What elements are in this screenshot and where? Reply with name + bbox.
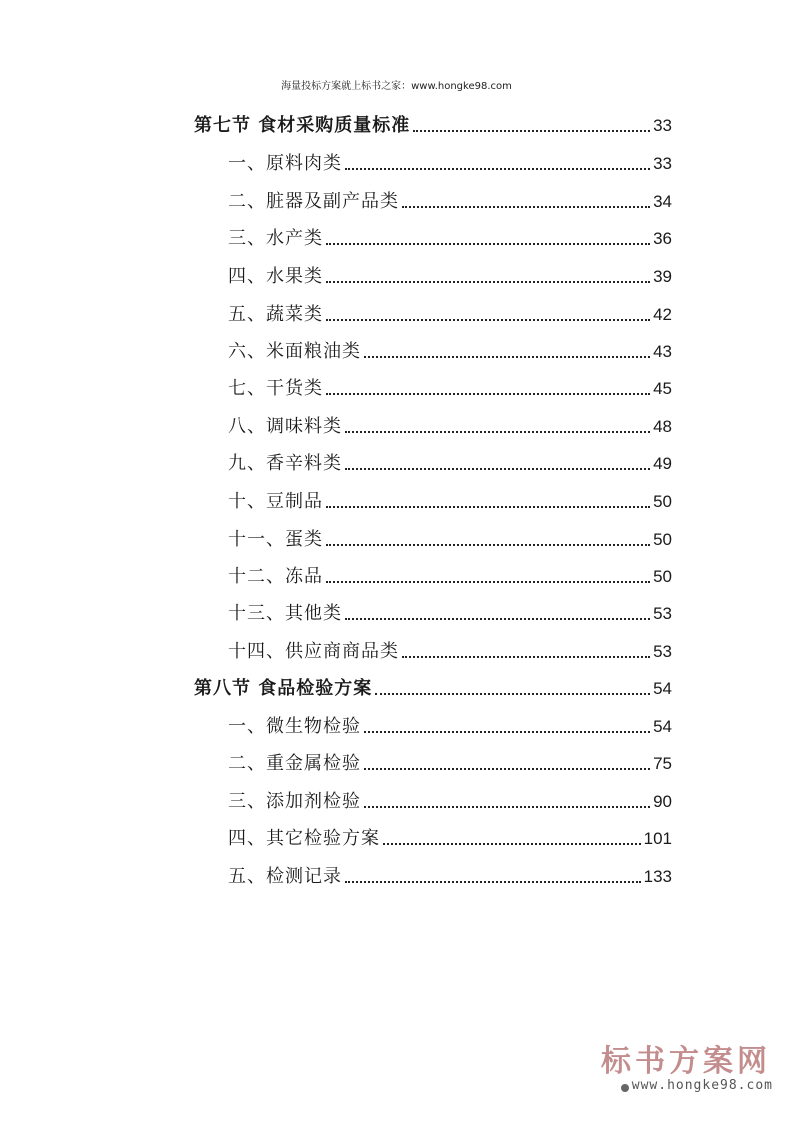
toc-leader-dots bbox=[326, 505, 650, 508]
toc-page-number: 39 bbox=[653, 267, 672, 286]
toc-leader-dots bbox=[364, 355, 650, 358]
toc-entry-label: 二、重金属检验 bbox=[228, 753, 361, 774]
toc-leader-dots bbox=[345, 167, 650, 170]
toc-leader-dots bbox=[375, 692, 650, 695]
toc-entry-label: 三、添加剂检验 bbox=[228, 791, 361, 812]
toc-entry[interactable] bbox=[228, 179, 672, 213]
toc-entry-label: 第八节 食品检验方案 bbox=[194, 678, 373, 699]
toc-leader-dots bbox=[345, 880, 641, 883]
toc-entry[interactable] bbox=[228, 591, 672, 625]
toc-entry[interactable] bbox=[228, 254, 672, 288]
toc-entry[interactable] bbox=[228, 292, 672, 326]
toc-page-number: 53 bbox=[653, 604, 672, 623]
toc-page-number: 45 bbox=[653, 379, 672, 398]
toc-page-number: 43 bbox=[653, 342, 672, 361]
toc-entry-label: 十三、其他类 bbox=[228, 603, 342, 624]
toc-page-number: 50 bbox=[653, 567, 672, 586]
watermark-logo bbox=[601, 1036, 781, 1108]
toc-leader-dots bbox=[326, 392, 650, 395]
toc-entry[interactable] bbox=[228, 366, 672, 400]
toc-leader-dots bbox=[326, 242, 650, 245]
toc-leader-dots bbox=[345, 430, 650, 433]
toc-page-number: 53 bbox=[653, 642, 672, 661]
toc-entry[interactable] bbox=[228, 141, 672, 175]
toc-section-entry[interactable] bbox=[194, 103, 672, 137]
watermark-url: www.hongke98.com bbox=[631, 1078, 773, 1093]
toc-entry-label: 四、其它检验方案 bbox=[228, 828, 380, 849]
toc-leader-dots bbox=[326, 318, 650, 321]
toc-leader-dots bbox=[364, 730, 650, 733]
page-header: 海量投标方案就上标书之家：www.hongke98.com bbox=[281, 81, 512, 92]
toc-entry-label: 九、香辛料类 bbox=[228, 453, 342, 474]
watermark-brand: 标书方案网 bbox=[601, 1044, 771, 1079]
toc-leader-dots bbox=[345, 617, 650, 620]
toc-entry-label: 十一、蛋类 bbox=[228, 529, 323, 550]
toc-page-number: 90 bbox=[653, 792, 672, 811]
toc-page-number: 101 bbox=[643, 829, 672, 848]
toc-leader-dots bbox=[413, 129, 650, 132]
toc-page-number: 42 bbox=[653, 305, 672, 324]
toc-entry-label: 一、微生物检验 bbox=[228, 716, 361, 737]
toc-entry[interactable] bbox=[228, 216, 672, 250]
watermark-dot-icon bbox=[621, 1084, 629, 1092]
toc-entry-label: 八、调味料类 bbox=[228, 416, 342, 437]
toc-leader-dots bbox=[402, 655, 650, 658]
toc-entry[interactable] bbox=[228, 404, 672, 438]
toc-page-number: 33 bbox=[653, 116, 672, 135]
toc-entry[interactable] bbox=[228, 554, 672, 588]
toc-leader-dots bbox=[326, 280, 650, 283]
toc-entry-label: 二、脏器及副产品类 bbox=[228, 191, 399, 212]
toc-entry-label: 一、原料肉类 bbox=[228, 153, 342, 174]
toc-page-number: 36 bbox=[653, 229, 672, 248]
toc-entry[interactable] bbox=[228, 816, 672, 850]
toc-entry[interactable] bbox=[228, 517, 672, 551]
toc-leader-dots bbox=[364, 767, 650, 770]
toc-entry[interactable] bbox=[228, 779, 672, 813]
toc-page-number: 54 bbox=[653, 679, 672, 698]
toc-entry-label: 四、水果类 bbox=[228, 266, 323, 287]
toc-leader-dots bbox=[364, 805, 650, 808]
toc-entry-label: 三、水产类 bbox=[228, 228, 323, 249]
toc-entry-label: 五、检测记录 bbox=[228, 866, 342, 887]
toc-page-number: 50 bbox=[653, 492, 672, 511]
toc-page-number: 54 bbox=[653, 717, 672, 736]
toc-page-number: 34 bbox=[653, 192, 672, 211]
toc-entry[interactable] bbox=[228, 704, 672, 738]
toc-page-number: 49 bbox=[653, 454, 672, 473]
toc-page-number: 133 bbox=[643, 867, 672, 886]
toc-entry-label: 十二、冻品 bbox=[228, 566, 323, 587]
toc-entry[interactable] bbox=[228, 741, 672, 775]
toc-section-entry[interactable] bbox=[194, 666, 672, 700]
toc-entry-label: 六、米面粮油类 bbox=[228, 341, 361, 362]
toc-page-number: 48 bbox=[653, 417, 672, 436]
toc-entry-label: 十四、供应商商品类 bbox=[228, 641, 399, 662]
toc-entry[interactable] bbox=[228, 479, 672, 513]
toc-leader-dots bbox=[326, 580, 650, 583]
toc-entry-label: 第七节 食材采购质量标准 bbox=[194, 115, 411, 136]
toc-entry[interactable] bbox=[228, 854, 672, 888]
toc-entry-label: 七、干货类 bbox=[228, 378, 323, 399]
toc-entry-label: 五、蔬菜类 bbox=[228, 304, 323, 325]
toc-entry[interactable] bbox=[228, 329, 672, 363]
toc-leader-dots bbox=[402, 205, 650, 208]
toc-leader-dots bbox=[383, 842, 641, 845]
toc-page-number: 50 bbox=[653, 530, 672, 549]
toc-page-number: 33 bbox=[653, 154, 672, 173]
toc-leader-dots bbox=[345, 467, 650, 470]
toc-page-number: 75 bbox=[653, 754, 672, 773]
toc-entry[interactable] bbox=[228, 441, 672, 475]
toc-leader-dots bbox=[326, 543, 650, 546]
toc-entry[interactable] bbox=[228, 629, 672, 663]
toc-entry-label: 十、豆制品 bbox=[228, 491, 323, 512]
